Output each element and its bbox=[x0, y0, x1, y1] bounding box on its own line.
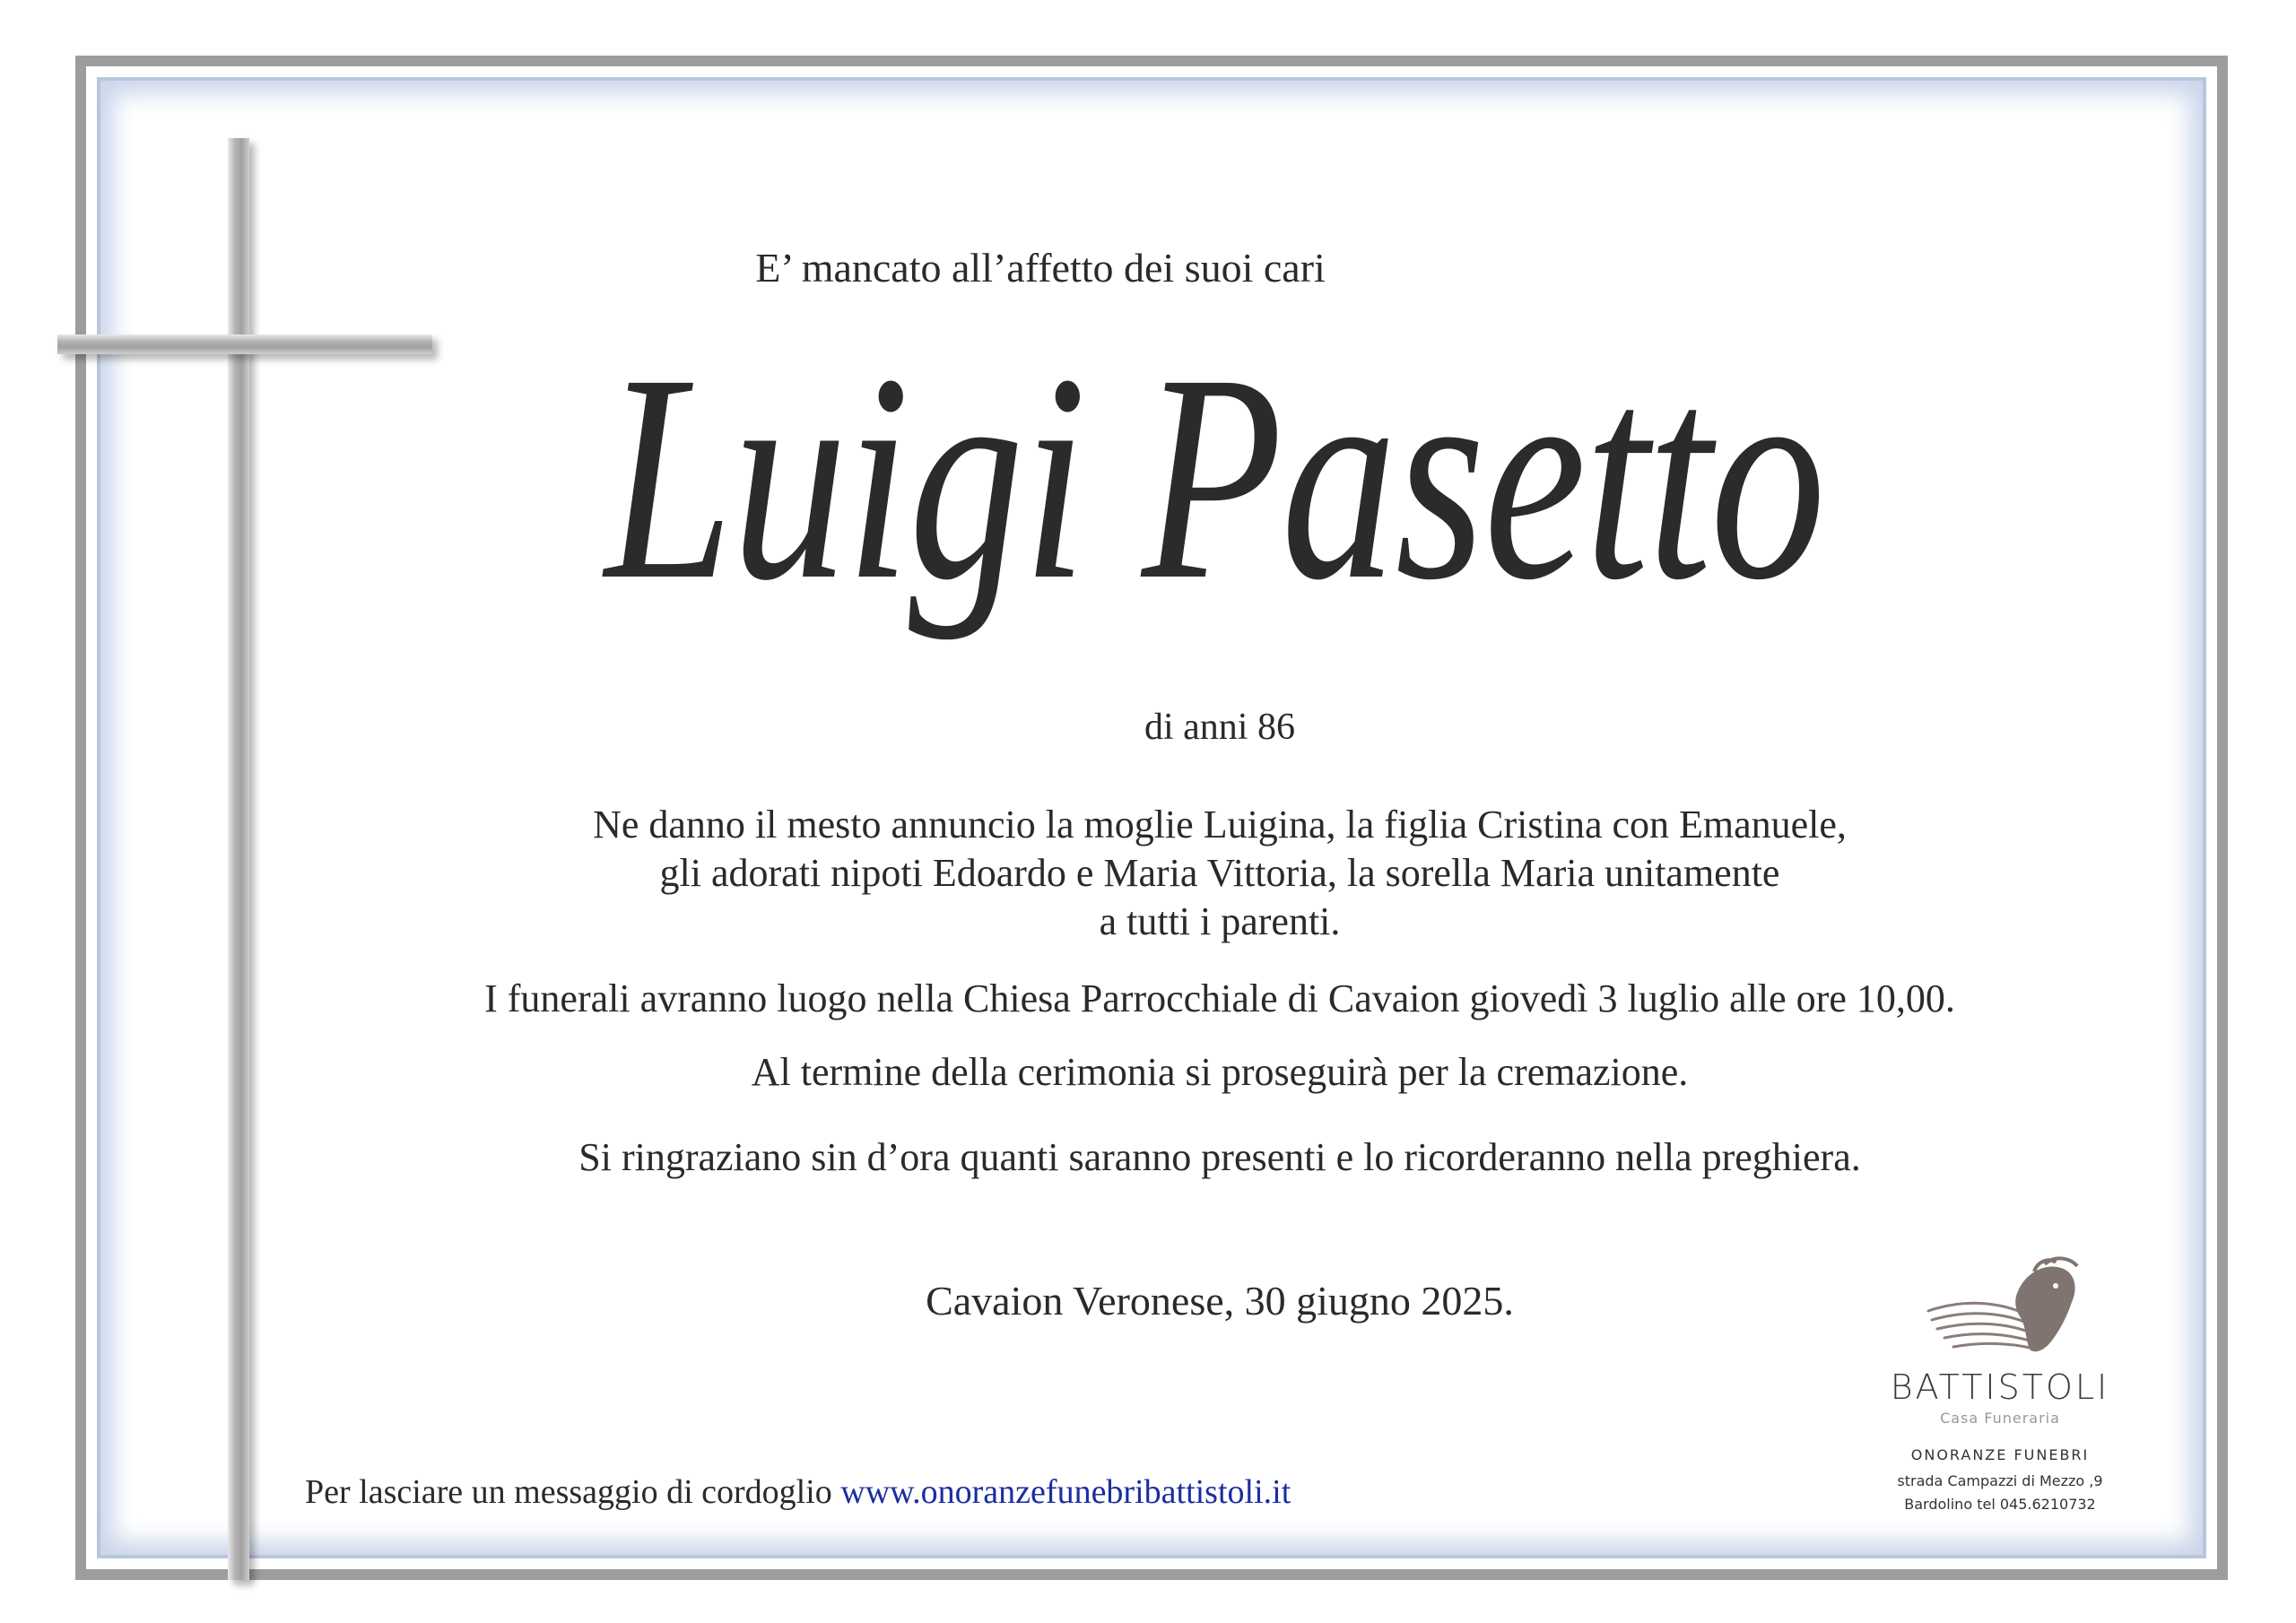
logo-address: strada Campazzi di Mezzo ,9 bbox=[1897, 1472, 2103, 1489]
age-text: di anni 86 bbox=[1144, 707, 1295, 748]
logo-phone: Bardolino tel 045.6210732 bbox=[1904, 1496, 2096, 1513]
logo-subtitle: Casa Funeraria bbox=[1940, 1410, 2060, 1427]
logo-service: ONORANZE FUNEBRI bbox=[1910, 1446, 2090, 1463]
condolence-prefix: Per lasciare un messaggio di cordoglio bbox=[305, 1473, 832, 1511]
funeral-home-logo bbox=[1848, 1255, 2152, 1542]
cross-icon-horizontal bbox=[57, 334, 432, 354]
thanks-text: Si ringraziano sin d’ora quanti saranno presenti e lo ricorderanno nella preghiera. bbox=[578, 1135, 1861, 1179]
funeral-info: I funerali avranno luogo nella Chiesa Parrocchiale di Cavaion giovedì 3 luglio alle ore 10,00. bbox=[484, 976, 1955, 1020]
logo-brand-name: BATTISTOLI bbox=[1890, 1367, 2110, 1407]
condolence-link[interactable]: www.onoranzefunebribattistoli.it bbox=[840, 1473, 1292, 1511]
condolence-line bbox=[305, 1472, 1291, 1512]
deceased-name: Luigi Pasetto bbox=[604, 314, 1825, 641]
announcement-text bbox=[448, 801, 1991, 946]
cross-icon-vertical bbox=[228, 138, 249, 1580]
announcement-line: gli adorati nipoti Edoardo e Maria Vittoria, la sorella Maria unitamente bbox=[659, 851, 1780, 895]
horse-head-icon bbox=[1919, 1255, 2090, 1363]
intro-text: E’ mancato all’affetto dei suoi cari bbox=[755, 245, 1326, 291]
cremation-info: Al termine della cerimonia si proseguirà per la cremazione. bbox=[751, 1050, 1689, 1094]
announcement-line: a tutti i parenti. bbox=[1099, 899, 1341, 943]
place-date: Cavaion Veronese, 30 giugno 2025. bbox=[926, 1278, 1514, 1324]
announcement-line: Ne danno il mesto annuncio la moglie Luigina, la figlia Cristina con Emanuele, bbox=[593, 803, 1847, 846]
